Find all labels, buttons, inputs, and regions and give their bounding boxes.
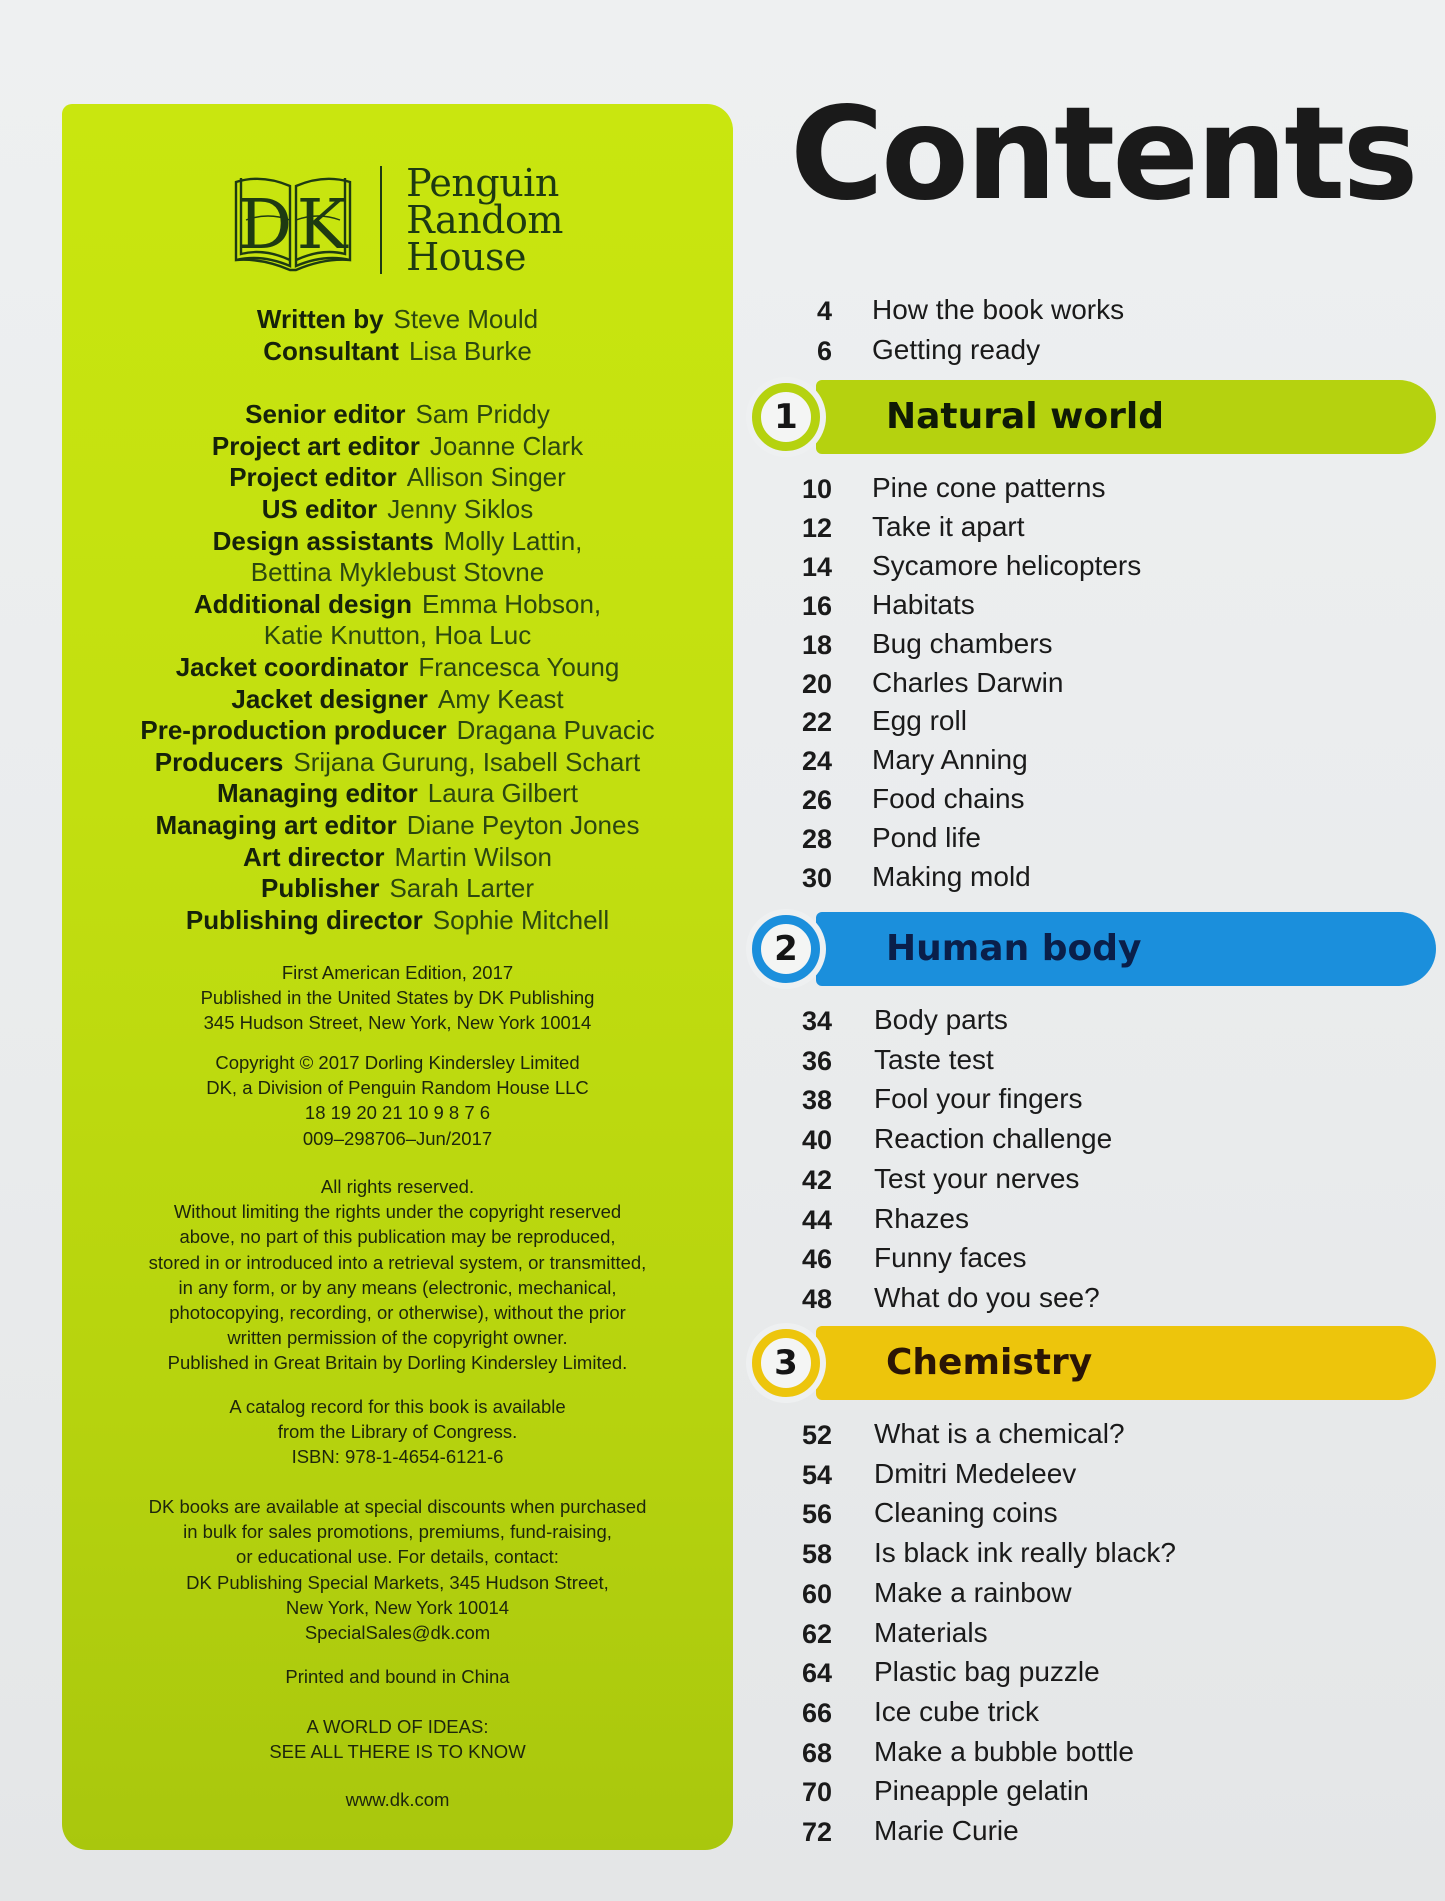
credit-line	[62, 652, 733, 684]
toc-page-number: 28	[801, 824, 832, 854]
credit-name: Martin Wilson	[394, 841, 553, 872]
toc-page-number: 42	[801, 1165, 832, 1195]
credit-line	[62, 304, 733, 336]
toc-entry-title[interactable]: Funny faces	[874, 1242, 1027, 1273]
credit-name: Joanne Clark	[429, 430, 584, 461]
toc-entry-title[interactable]: Mary Anning	[872, 744, 1028, 775]
credit-line	[62, 715, 733, 747]
toc-page-number: 10	[801, 474, 832, 504]
credit-line	[62, 494, 733, 526]
toc-entry-title[interactable]: Food chains	[872, 783, 1025, 814]
credit-line	[62, 905, 733, 937]
toc-entry-title[interactable]: Rhazes	[874, 1203, 969, 1234]
printed-in-block: Printed and bound in China	[285, 1666, 510, 1687]
credit-line	[62, 589, 733, 621]
credit-continuation: Bettina Myklebust Stovne	[250, 557, 545, 588]
toc-entry-title[interactable]: Materials	[874, 1617, 988, 1648]
imprint-panel	[62, 104, 733, 1850]
toc-page-number: 48	[801, 1284, 832, 1314]
toc-entry-title[interactable]: Body parts	[874, 1004, 1008, 1035]
toc-entry-title[interactable]: Taste test	[874, 1044, 994, 1075]
credit-name: Francesca Young	[418, 651, 620, 682]
copyright-block: Copyright © 2017 Dorling Kindersley Limited DK, a Division of Penguin Random House LLC 18 19 20 21 10 9 8 7 6 009–298706–Jun/2017	[206, 1052, 589, 1149]
publisher-logo	[62, 160, 733, 280]
toc-page-number: 18	[801, 630, 832, 660]
toc-entry-title[interactable]: Make a rainbow	[874, 1577, 1072, 1608]
toc-page-number: 70	[801, 1777, 832, 1807]
slogan-block: A WORLD OF IDEAS: SEE ALL THERE IS TO KNOW	[269, 1716, 526, 1763]
toc-entry-title[interactable]: Getting ready	[872, 334, 1041, 365]
credit-name: Emma Hobson,	[421, 588, 602, 619]
toc-page-number: 64	[801, 1658, 832, 1688]
toc-page-number: 4	[816, 296, 832, 326]
toc-page-number: 24	[801, 746, 832, 776]
toc-entry-title[interactable]: Marie Curie	[874, 1815, 1019, 1846]
credit-name: Amy Keast	[437, 683, 564, 714]
credit-line	[62, 842, 733, 874]
toc-page-number: 56	[801, 1499, 832, 1529]
toc-page-number: 36	[801, 1046, 832, 1076]
penguin-random-house-wordmark: Penguin Random House	[406, 160, 563, 279]
toc-entry-title[interactable]: Egg roll	[872, 705, 967, 736]
credit-name: Diane Peyton Jones	[406, 809, 640, 840]
credit-role: Managing art editor	[155, 809, 397, 840]
toc-page-number: 22	[801, 707, 832, 737]
credit-role: Publishing director	[185, 904, 423, 935]
credit-name: Dragana Puvacic	[456, 715, 655, 746]
toc-entry-title[interactable]: Ice cube trick	[874, 1696, 1039, 1727]
toc-page-number: 44	[801, 1205, 832, 1235]
toc-entry-title[interactable]: Making mold	[872, 861, 1031, 892]
credit-role: US editor	[261, 493, 378, 524]
svg-text:K: K	[296, 186, 348, 265]
credit-role: Jacket designer	[231, 683, 428, 714]
toc-page-number: 6	[816, 336, 832, 366]
toc-entry-title[interactable]: Pineapple gelatin	[874, 1775, 1089, 1806]
credit-role: Project editor	[229, 462, 397, 493]
toc-page-number: 46	[801, 1244, 832, 1274]
credit-line	[62, 431, 733, 463]
toc-entry-title[interactable]: Cleaning coins	[874, 1497, 1058, 1528]
credit-name: Sophie Mitchell	[432, 904, 610, 935]
credit-line	[62, 810, 733, 842]
toc-entry-title[interactable]: Habitats	[872, 589, 975, 620]
section-title: Human body	[886, 928, 1142, 969]
credit-role: Written by	[256, 304, 384, 334]
toc-entry-title[interactable]: Make a bubble bottle	[874, 1736, 1134, 1767]
section-title: Chemistry	[886, 1342, 1093, 1383]
credit-name: Allison Singer	[406, 462, 566, 493]
toc-page-number: 30	[801, 863, 832, 893]
toc-entry-title[interactable]: Test your nerves	[874, 1163, 1080, 1194]
toc-entry-title[interactable]: Sycamore helicopters	[872, 550, 1142, 581]
credit-name: Srijana Gurung, Isabell Schart	[293, 746, 641, 777]
toc-entry-title[interactable]: Take it apart	[872, 511, 1025, 542]
toc-entry-title[interactable]: Plastic bag puzzle	[874, 1656, 1100, 1687]
toc-entry-title[interactable]: Charles Darwin	[872, 667, 1064, 698]
svg-text:D: D	[237, 186, 293, 265]
credit-line	[62, 873, 733, 905]
section-number-badge: 2	[752, 915, 820, 983]
toc-page-number: 12	[801, 513, 832, 543]
toc-entry-title[interactable]: Reaction challenge	[874, 1123, 1113, 1154]
credit-role: Managing editor	[216, 778, 418, 809]
page-title: Contents	[790, 80, 1416, 229]
toc-page-number: 54	[801, 1460, 832, 1490]
toc-page-number: 16	[801, 591, 832, 621]
credit-line	[62, 462, 733, 494]
credit-role: Pre-production producer	[140, 715, 447, 746]
credit-line	[62, 778, 733, 810]
toc-entry-title[interactable]: Pine cone patterns	[872, 472, 1106, 503]
credit-name: Jenny Siklos	[387, 493, 534, 524]
credit-role: Additional design	[193, 588, 412, 619]
special-sales-block: DK books are available at special discounts when purchased in bulk for sales promotions, premiums, fund-raising, or educational use. For details, contact: DK Publishing Special Markets, 345 Hudson Street, New York, New York 10014 SpecialSales@dk.com	[62, 1494, 733, 1645]
toc-entry-title[interactable]: Bug chambers	[872, 628, 1053, 659]
toc-page-number: 72	[801, 1817, 832, 1847]
credit-line	[62, 684, 733, 716]
toc-page-number: 38	[801, 1085, 832, 1115]
toc-entry-title[interactable]: What do you see?	[874, 1282, 1100, 1313]
toc-entry-title[interactable]: Pond life	[872, 822, 981, 853]
toc-page-number: 20	[801, 669, 832, 699]
toc-page-number: 66	[801, 1698, 832, 1728]
toc-page-number: 34	[801, 1006, 832, 1036]
credit-role: Project art editor	[211, 430, 420, 461]
section-number-badge: 3	[752, 1329, 820, 1397]
toc-page-number: 62	[801, 1619, 832, 1649]
toc-page-number: 14	[801, 552, 832, 582]
open-book-icon	[232, 168, 354, 272]
credit-line	[62, 399, 733, 431]
credit-role: Design assistants	[212, 525, 434, 556]
credit-role: Consultant	[263, 335, 399, 366]
credit-name: Sarah Larter	[389, 873, 534, 904]
credit-name: Lisa Burke	[408, 335, 532, 366]
credit-line	[62, 526, 733, 558]
rights-block: All rights reserved. Without limiting the rights under the copyright reserved above, no part of this publication may be reproduced, stored in or introduced into a retrieval system, or transmitted, in any form, or by any means (electronic, mechanical, photocopying, recording, or otherwise), without the prior written permission of the copyright owner. Published in Great Britain by Dorling Kindersley Limited.	[148, 1176, 647, 1374]
credit-name: Molly Lattin,	[443, 525, 583, 556]
toc-entry-title[interactable]: What is a chemical?	[874, 1418, 1125, 1449]
website-block	[62, 1787, 733, 1812]
credit-name: Sam Priddy	[415, 399, 550, 430]
credit-role: Senior editor	[245, 399, 406, 430]
catalog-block: A catalog record for this book is available from the Library of Congress. ISBN: 978-1-4654-6121-6	[229, 1396, 566, 1468]
credit-name: Steve Mould	[393, 304, 539, 334]
toc-entry-title[interactable]: Is black ink really black?	[874, 1537, 1176, 1568]
toc-entry-title[interactable]: How the book works	[872, 294, 1125, 325]
toc-page-number: 40	[801, 1125, 832, 1155]
credit-line	[62, 336, 733, 368]
logo-divider	[380, 166, 382, 274]
credit-name: Laura Gilbert	[427, 778, 579, 809]
toc-page-number: 58	[801, 1539, 832, 1569]
credit-role: Jacket coordinator	[175, 651, 409, 682]
credit-role: Art director	[242, 841, 385, 872]
edition-block: First American Edition, 2017 Published in the United States by DK Publishing 345 Hudson Street, New York, New York 10014	[200, 962, 595, 1034]
credit-line	[62, 747, 733, 779]
toc-entry-title[interactable]: Fool your fingers	[874, 1083, 1083, 1114]
credit-continuation: Katie Knutton, Hoa Luc	[263, 620, 532, 651]
toc-entry-title[interactable]: Dmitri Medeleev	[874, 1458, 1077, 1489]
credits-list	[62, 304, 733, 936]
credit-role: Producers	[154, 746, 284, 777]
website-link: www.dk.com	[345, 1789, 450, 1810]
section-number-badge: 1	[752, 383, 820, 451]
credit-role: Publisher	[260, 873, 380, 904]
special-sales-email: SpecialSales@dk.com	[304, 1622, 491, 1644]
section-title: Natural world	[886, 396, 1165, 437]
toc-page-number: 26	[801, 785, 832, 815]
toc-page-number: 60	[801, 1579, 832, 1609]
toc-page-number: 52	[801, 1420, 832, 1450]
toc-page-number: 68	[801, 1738, 832, 1768]
